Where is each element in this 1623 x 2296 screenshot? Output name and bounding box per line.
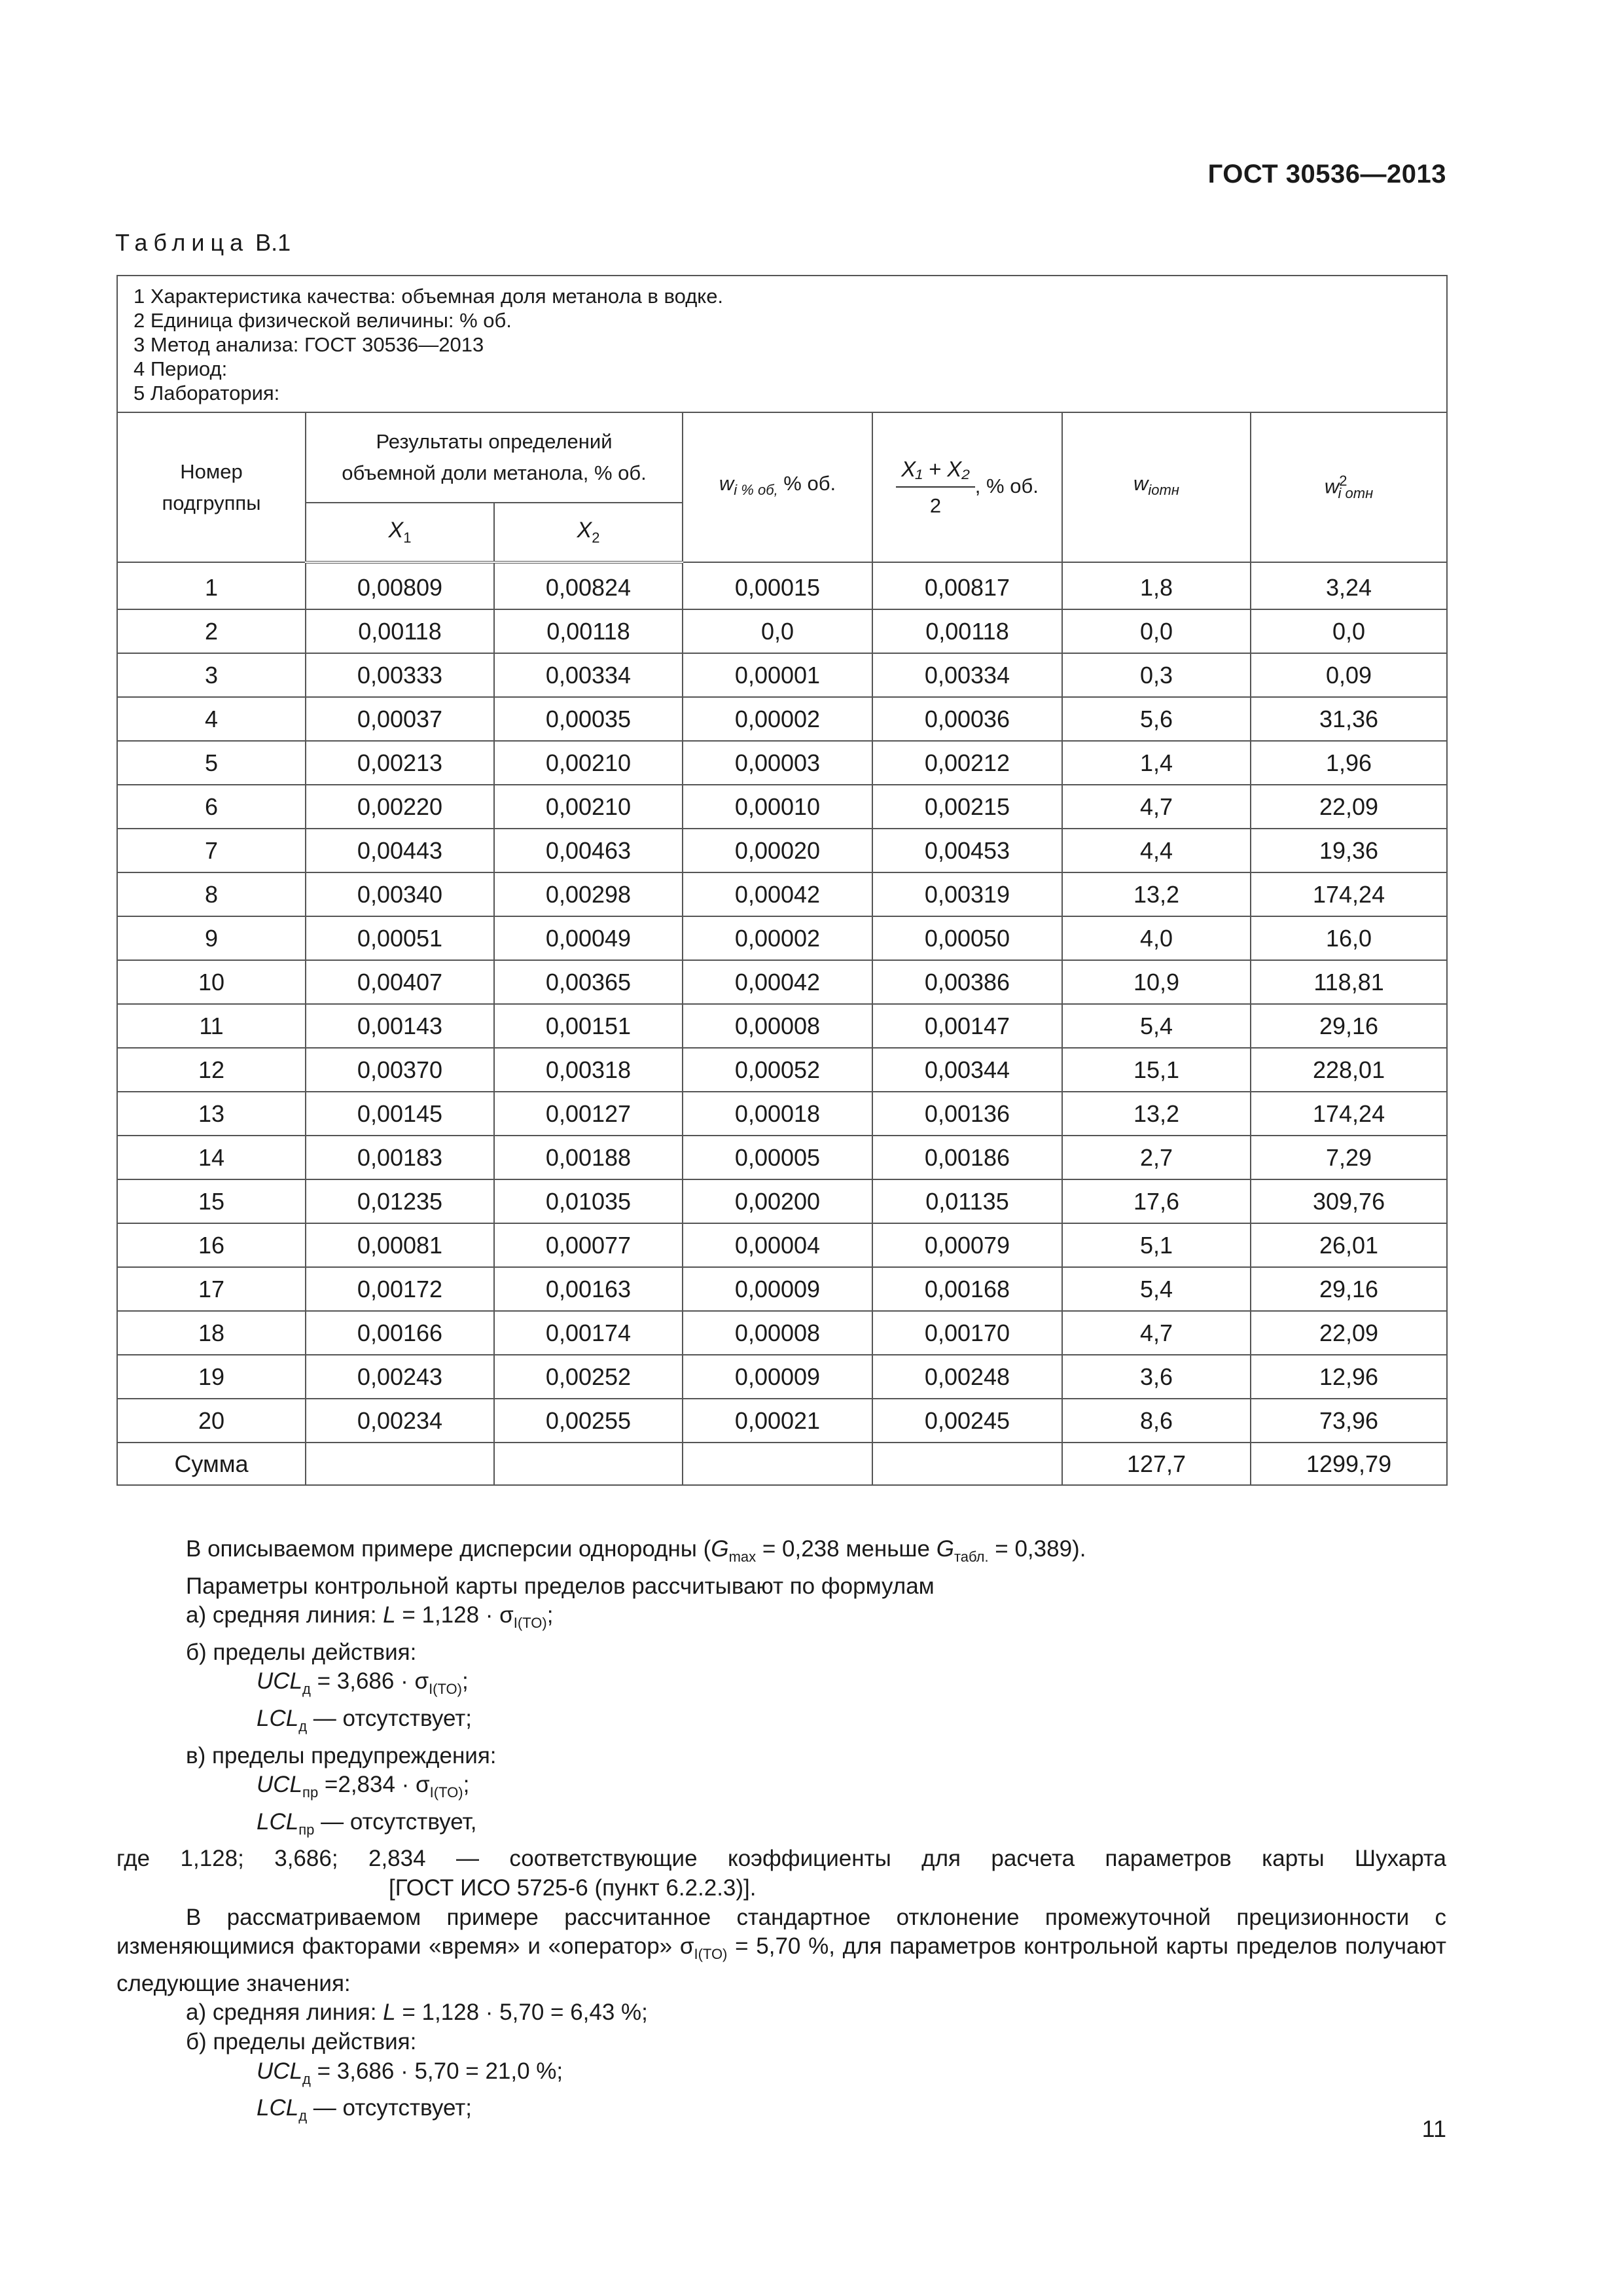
cell-subgroup: 5 — [117, 741, 306, 785]
cell-mean: 0,00817 — [872, 562, 1062, 609]
paragraph-homogeneity: В описываемом примере дисперсии однородны ($G_{max} = 0,238$ меньше $G_{табл.} = 0,389$). — [186, 1536, 1086, 1565]
cell-x2: 0,00365 — [494, 960, 683, 1004]
cell-mean: 0,00170 — [872, 1311, 1062, 1355]
standard-reference: [ГОСТ ИСО 5725-6 (пункт 6.2.2.3)]. — [389, 1874, 757, 1901]
meta-line: 5 Лаборатория: — [134, 382, 280, 404]
cell-x1: 0,00234 — [306, 1399, 494, 1443]
cell-w: 0,00002 — [683, 916, 872, 960]
cell-wrel2: 1,96 — [1251, 741, 1447, 785]
table-row — [117, 960, 1447, 1004]
sum-wrel2: 1299,79 — [1251, 1443, 1447, 1485]
cell-wrel2: 22,09 — [1251, 1311, 1447, 1355]
table-row — [117, 1223, 1447, 1267]
cell-mean: 0,00136 — [872, 1092, 1062, 1136]
cell-x1: 0,00370 — [306, 1048, 494, 1092]
cell-x2: 0,00252 — [494, 1355, 683, 1399]
cell-wrel2: 16,0 — [1251, 916, 1447, 960]
empty-cell — [872, 1443, 1062, 1485]
cell-mean: 0,00215 — [872, 785, 1062, 829]
cell-subgroup: 8 — [117, 872, 306, 916]
cell-x1: 0,00213 — [306, 741, 494, 785]
cell-wrel: 10,9 — [1062, 960, 1251, 1004]
cell-w: 0,00200 — [683, 1179, 872, 1223]
page-number: 11 — [1421, 2115, 1446, 2142]
table-row — [117, 1399, 1447, 1443]
table-row — [117, 785, 1447, 829]
cell-wrel: 2,7 — [1062, 1136, 1251, 1179]
item-warning-limits: в) пределы предупреждения: — [186, 1742, 497, 1768]
body-text — [116, 1535, 1446, 2131]
cell-wrel2: 31,36 — [1251, 697, 1447, 741]
cell-wrel: 0,3 — [1062, 653, 1251, 697]
item-center-line-value: а) средняя линия: L = 1,128 · 5,70 = 6,43 %; — [186, 2000, 648, 2026]
paragraph-formulas-intro: Параметры контрольной карты пределов рассчитывают по формулам — [186, 1573, 935, 1599]
cell-wrel: 1,8 — [1062, 562, 1251, 609]
cell-wrel: 4,7 — [1062, 785, 1251, 829]
cell-wrel2: 12,96 — [1251, 1355, 1447, 1399]
cell-mean: 0,00453 — [872, 829, 1062, 872]
cell-subgroup: 7 — [117, 829, 306, 872]
cell-wrel2: 3,24 — [1251, 562, 1447, 609]
cell-w: 0,00010 — [683, 785, 872, 829]
cell-subgroup: 12 — [117, 1048, 306, 1092]
cell-w: 0,00008 — [683, 1311, 872, 1355]
cell-subgroup: 1 — [117, 562, 306, 609]
cell-x2: 0,00255 — [494, 1399, 683, 1443]
cell-wrel: 13,2 — [1062, 1092, 1251, 1136]
cell-x2: 0,00118 — [494, 609, 683, 653]
cell-wrel: 13,2 — [1062, 872, 1251, 916]
cell-subgroup: 16 — [117, 1223, 306, 1267]
cell-wrel: 5,4 — [1062, 1267, 1251, 1311]
table-row — [117, 1355, 1447, 1399]
table-meta — [117, 276, 1447, 412]
cell-w: 0,0 — [683, 609, 872, 653]
cell-w: 0,00005 — [683, 1136, 872, 1179]
cell-wrel2: 174,24 — [1251, 1092, 1447, 1136]
cell-subgroup: 10 — [117, 960, 306, 1004]
cell-wrel2: 7,29 — [1251, 1136, 1447, 1179]
formula-ucl-action: $UCL_д = 3,686 \cdot \sigma_{I(TO)}$; — [257, 1668, 469, 1698]
cell-mean: 0,00344 — [872, 1048, 1062, 1092]
table-row — [117, 609, 1447, 653]
cell-mean: 0,00079 — [872, 1223, 1062, 1267]
table-caption — [115, 229, 291, 257]
cell-w: 0,00008 — [683, 1004, 872, 1048]
cell-x2: 0,00210 — [494, 785, 683, 829]
cell-wrel: 4,0 — [1062, 916, 1251, 960]
table-row — [117, 829, 1447, 872]
cell-x2: 0,00210 — [494, 741, 683, 785]
cell-x1: 0,00166 — [306, 1311, 494, 1355]
table-row — [117, 872, 1447, 916]
table-sum-row — [117, 1443, 1447, 1485]
meta-line: 4 Период: — [134, 357, 228, 380]
cell-x1: 0,00051 — [306, 916, 494, 960]
cell-w: 0,00042 — [683, 872, 872, 916]
cell-wrel2: 0,09 — [1251, 653, 1447, 697]
cell-w: 0,00009 — [683, 1355, 872, 1399]
cell-x1: 0,00145 — [306, 1092, 494, 1136]
meta-line: 2 Единица физической величины: % об. — [134, 309, 512, 332]
cell-mean: 0,00319 — [872, 872, 1062, 916]
cell-subgroup: 4 — [117, 697, 306, 741]
col-header-w: $w_{i \% об,}$ % об. — [683, 412, 872, 562]
cell-wrel: 15,1 — [1062, 1048, 1251, 1092]
cell-mean: 0,00248 — [872, 1355, 1062, 1399]
col-header-wrel2: $w^2_{i отн}$ — [1251, 412, 1447, 562]
cell-w: 0,00003 — [683, 741, 872, 785]
cell-x2: 0,00163 — [494, 1267, 683, 1311]
cell-subgroup: 19 — [117, 1355, 306, 1399]
cell-subgroup: 13 — [117, 1092, 306, 1136]
cell-x1: 0,00407 — [306, 960, 494, 1004]
empty-cell — [494, 1443, 683, 1485]
cell-x2: 0,00127 — [494, 1092, 683, 1136]
cell-mean: 0,00245 — [872, 1399, 1062, 1443]
table-row — [117, 562, 1447, 609]
table-row — [117, 1092, 1447, 1136]
item-action-limits: б) пределы действия: — [186, 1639, 417, 1665]
cell-w: 0,00052 — [683, 1048, 872, 1092]
table-caption-word: Таблица — [115, 229, 249, 256]
document-code: ГОСТ 30536—2013 — [1207, 160, 1446, 188]
cell-w: 0,00004 — [683, 1223, 872, 1267]
sum-wrel: 127,7 — [1062, 1443, 1251, 1485]
cell-x1: 0,00183 — [306, 1136, 494, 1179]
cell-wrel: 4,7 — [1062, 1311, 1251, 1355]
cell-subgroup: 3 — [117, 653, 306, 697]
cell-x2: 0,00151 — [494, 1004, 683, 1048]
cell-x2: 0,01035 — [494, 1179, 683, 1223]
cell-w: 0,00020 — [683, 829, 872, 872]
col-header-mean: $\frac{\text{X₁ + X₂}}{2}$ , % об. — [872, 412, 1062, 562]
cell-subgroup: 2 — [117, 609, 306, 653]
cell-x2: 0,00049 — [494, 916, 683, 960]
formula-lcl-action: $LCL_д$ — отсутствует; — [257, 1705, 473, 1734]
cell-x1: 0,00172 — [306, 1267, 494, 1311]
cell-wrel: 5,6 — [1062, 697, 1251, 741]
cell-wrel: 8,6 — [1062, 1399, 1251, 1443]
table-row — [117, 653, 1447, 697]
mean-fraction: $\frac{\text{X₁ + X₂}}{2}$ — [896, 454, 975, 522]
cell-mean: 0,00036 — [872, 697, 1062, 741]
sum-label: Сумма — [117, 1443, 306, 1485]
item-center-line: а) средняя линия: $L = 1,128 \cdot \sigma_{I(TO)}$; — [186, 1602, 554, 1632]
cell-wrel: 4,4 — [1062, 829, 1251, 872]
cell-x1: 0,00243 — [306, 1355, 494, 1399]
cell-wrel2: 228,01 — [1251, 1048, 1447, 1092]
meta-line: 1 Характеристика качества: объемная доля метанола в водке. — [134, 285, 724, 308]
cell-x1: 0,00220 — [306, 785, 494, 829]
cell-mean: 0,00386 — [872, 960, 1062, 1004]
formula-lcl-action-value: $LCL_д$ — отсутствует; — [257, 2095, 473, 2125]
cell-subgroup: 15 — [117, 1179, 306, 1223]
cell-w: 0,00021 — [683, 1399, 872, 1443]
meta-line: 3 Метод анализа: ГОСТ 30536—2013 — [134, 333, 484, 356]
cell-subgroup: 17 — [117, 1267, 306, 1311]
cell-wrel2: 0,0 — [1251, 609, 1447, 653]
cell-x2: 0,00174 — [494, 1311, 683, 1355]
cell-x2: 0,00318 — [494, 1048, 683, 1092]
cell-wrel2: 29,16 — [1251, 1267, 1447, 1311]
cell-wrel2: 174,24 — [1251, 872, 1447, 916]
cell-x1: 0,00118 — [306, 609, 494, 653]
cell-x2: 0,00334 — [494, 653, 683, 697]
cell-wrel: 5,1 — [1062, 1223, 1251, 1267]
table-row — [117, 1048, 1447, 1092]
cell-wrel2: 118,81 — [1251, 960, 1447, 1004]
cell-subgroup: 20 — [117, 1399, 306, 1443]
cell-x2: 0,00035 — [494, 697, 683, 741]
cell-x1: 0,00443 — [306, 829, 494, 872]
cell-x1: 0,00143 — [306, 1004, 494, 1048]
cell-w: 0,00001 — [683, 653, 872, 697]
cell-wrel: 0,0 — [1062, 609, 1251, 653]
cell-x1: 0,01235 — [306, 1179, 494, 1223]
cell-wrel2: 29,16 — [1251, 1004, 1447, 1048]
col-header-x2: $X_2$ — [494, 503, 683, 562]
cell-wrel2: 73,96 — [1251, 1399, 1447, 1443]
col-header-results: Результаты определений объемной доли метанола, % об. — [306, 412, 683, 503]
empty-cell — [306, 1443, 494, 1485]
cell-mean: 0,00118 — [872, 609, 1062, 653]
cell-x2: 0,00188 — [494, 1136, 683, 1179]
cell-wrel2: 22,09 — [1251, 785, 1447, 829]
cell-wrel2: 19,36 — [1251, 829, 1447, 872]
cell-subgroup: 14 — [117, 1136, 306, 1179]
cell-w: 0,00009 — [683, 1267, 872, 1311]
formula-ucl-action-value: $UCL_д = 3,686 \cdot 5,70 = 21,0$ %; — [257, 2058, 563, 2087]
table-row — [117, 916, 1447, 960]
cell-mean: 0,00334 — [872, 653, 1062, 697]
col-header-wrel: $w_{iотн}$ — [1062, 412, 1251, 562]
item-action-limits-values: б) пределы действия: — [186, 2028, 417, 2054]
table-caption-number: В.1 — [255, 229, 291, 256]
cell-x1: 0,00037 — [306, 697, 494, 741]
table-row — [117, 1267, 1447, 1311]
table-row — [117, 1004, 1447, 1048]
cell-w: 0,00042 — [683, 960, 872, 1004]
cell-mean: 0,01135 — [872, 1179, 1062, 1223]
cell-subgroup: 11 — [117, 1004, 306, 1048]
cell-wrel2: 26,01 — [1251, 1223, 1447, 1267]
cell-w: 0,00018 — [683, 1092, 872, 1136]
cell-mean: 0,00147 — [872, 1004, 1062, 1048]
cell-x2: 0,00824 — [494, 562, 683, 609]
cell-x1: 0,00809 — [306, 562, 494, 609]
cell-wrel: 17,6 — [1062, 1179, 1251, 1223]
cell-subgroup: 6 — [117, 785, 306, 829]
cell-x2: 0,00298 — [494, 872, 683, 916]
cell-x1: 0,00081 — [306, 1223, 494, 1267]
cell-x1: 0,00333 — [306, 653, 494, 697]
cell-w: 0,00015 — [683, 562, 872, 609]
table-row — [117, 1179, 1447, 1223]
cell-x2: 0,00077 — [494, 1223, 683, 1267]
cell-mean: 0,00186 — [872, 1136, 1062, 1179]
table-row — [117, 1311, 1447, 1355]
control-data-table — [116, 275, 1448, 1486]
cell-mean: 0,00050 — [872, 916, 1062, 960]
cell-mean: 0,00168 — [872, 1267, 1062, 1311]
formula-lcl-warning: $LCL_{пр}$ — отсутствует, — [257, 1808, 477, 1838]
cell-w: 0,00002 — [683, 697, 872, 741]
paragraph-example-values: В рассматриваемом примере рассчитанное стандартное отклонение промежуточной прецизионности с изменяющимися факторами «время» и «оператор» $\sigma_{I(TO)} = 5,70$ %, для параметров контрольной карты пределов получают следующие значения: — [116, 1904, 1446, 1996]
cell-wrel: 3,6 — [1062, 1355, 1251, 1399]
col-header-subgroup: Номер подгруппы — [117, 412, 306, 562]
table-row — [117, 697, 1447, 741]
cell-subgroup: 18 — [117, 1311, 306, 1355]
formula-ucl-warning: $UCL_{пр} =2,834 \cdot \sigma_{I(TO)}$; — [257, 1772, 470, 1801]
cell-subgroup: 9 — [117, 916, 306, 960]
table-row — [117, 1136, 1447, 1179]
table-row — [117, 741, 1447, 785]
coefficients-note: где 1,128; 3,686; 2,834 — соответствующие коэффициенты для расчета параметров карты Шухарта — [116, 1846, 1446, 1872]
cell-mean: 0,00212 — [872, 741, 1062, 785]
empty-cell — [683, 1443, 872, 1485]
cell-wrel: 5,4 — [1062, 1004, 1251, 1048]
cell-x2: 0,00463 — [494, 829, 683, 872]
cell-wrel: 1,4 — [1062, 741, 1251, 785]
table-body — [117, 562, 1447, 1443]
cell-x1: 0,00340 — [306, 872, 494, 916]
cell-wrel2: 309,76 — [1251, 1179, 1447, 1223]
col-header-x1: $X_1$ — [306, 503, 494, 562]
